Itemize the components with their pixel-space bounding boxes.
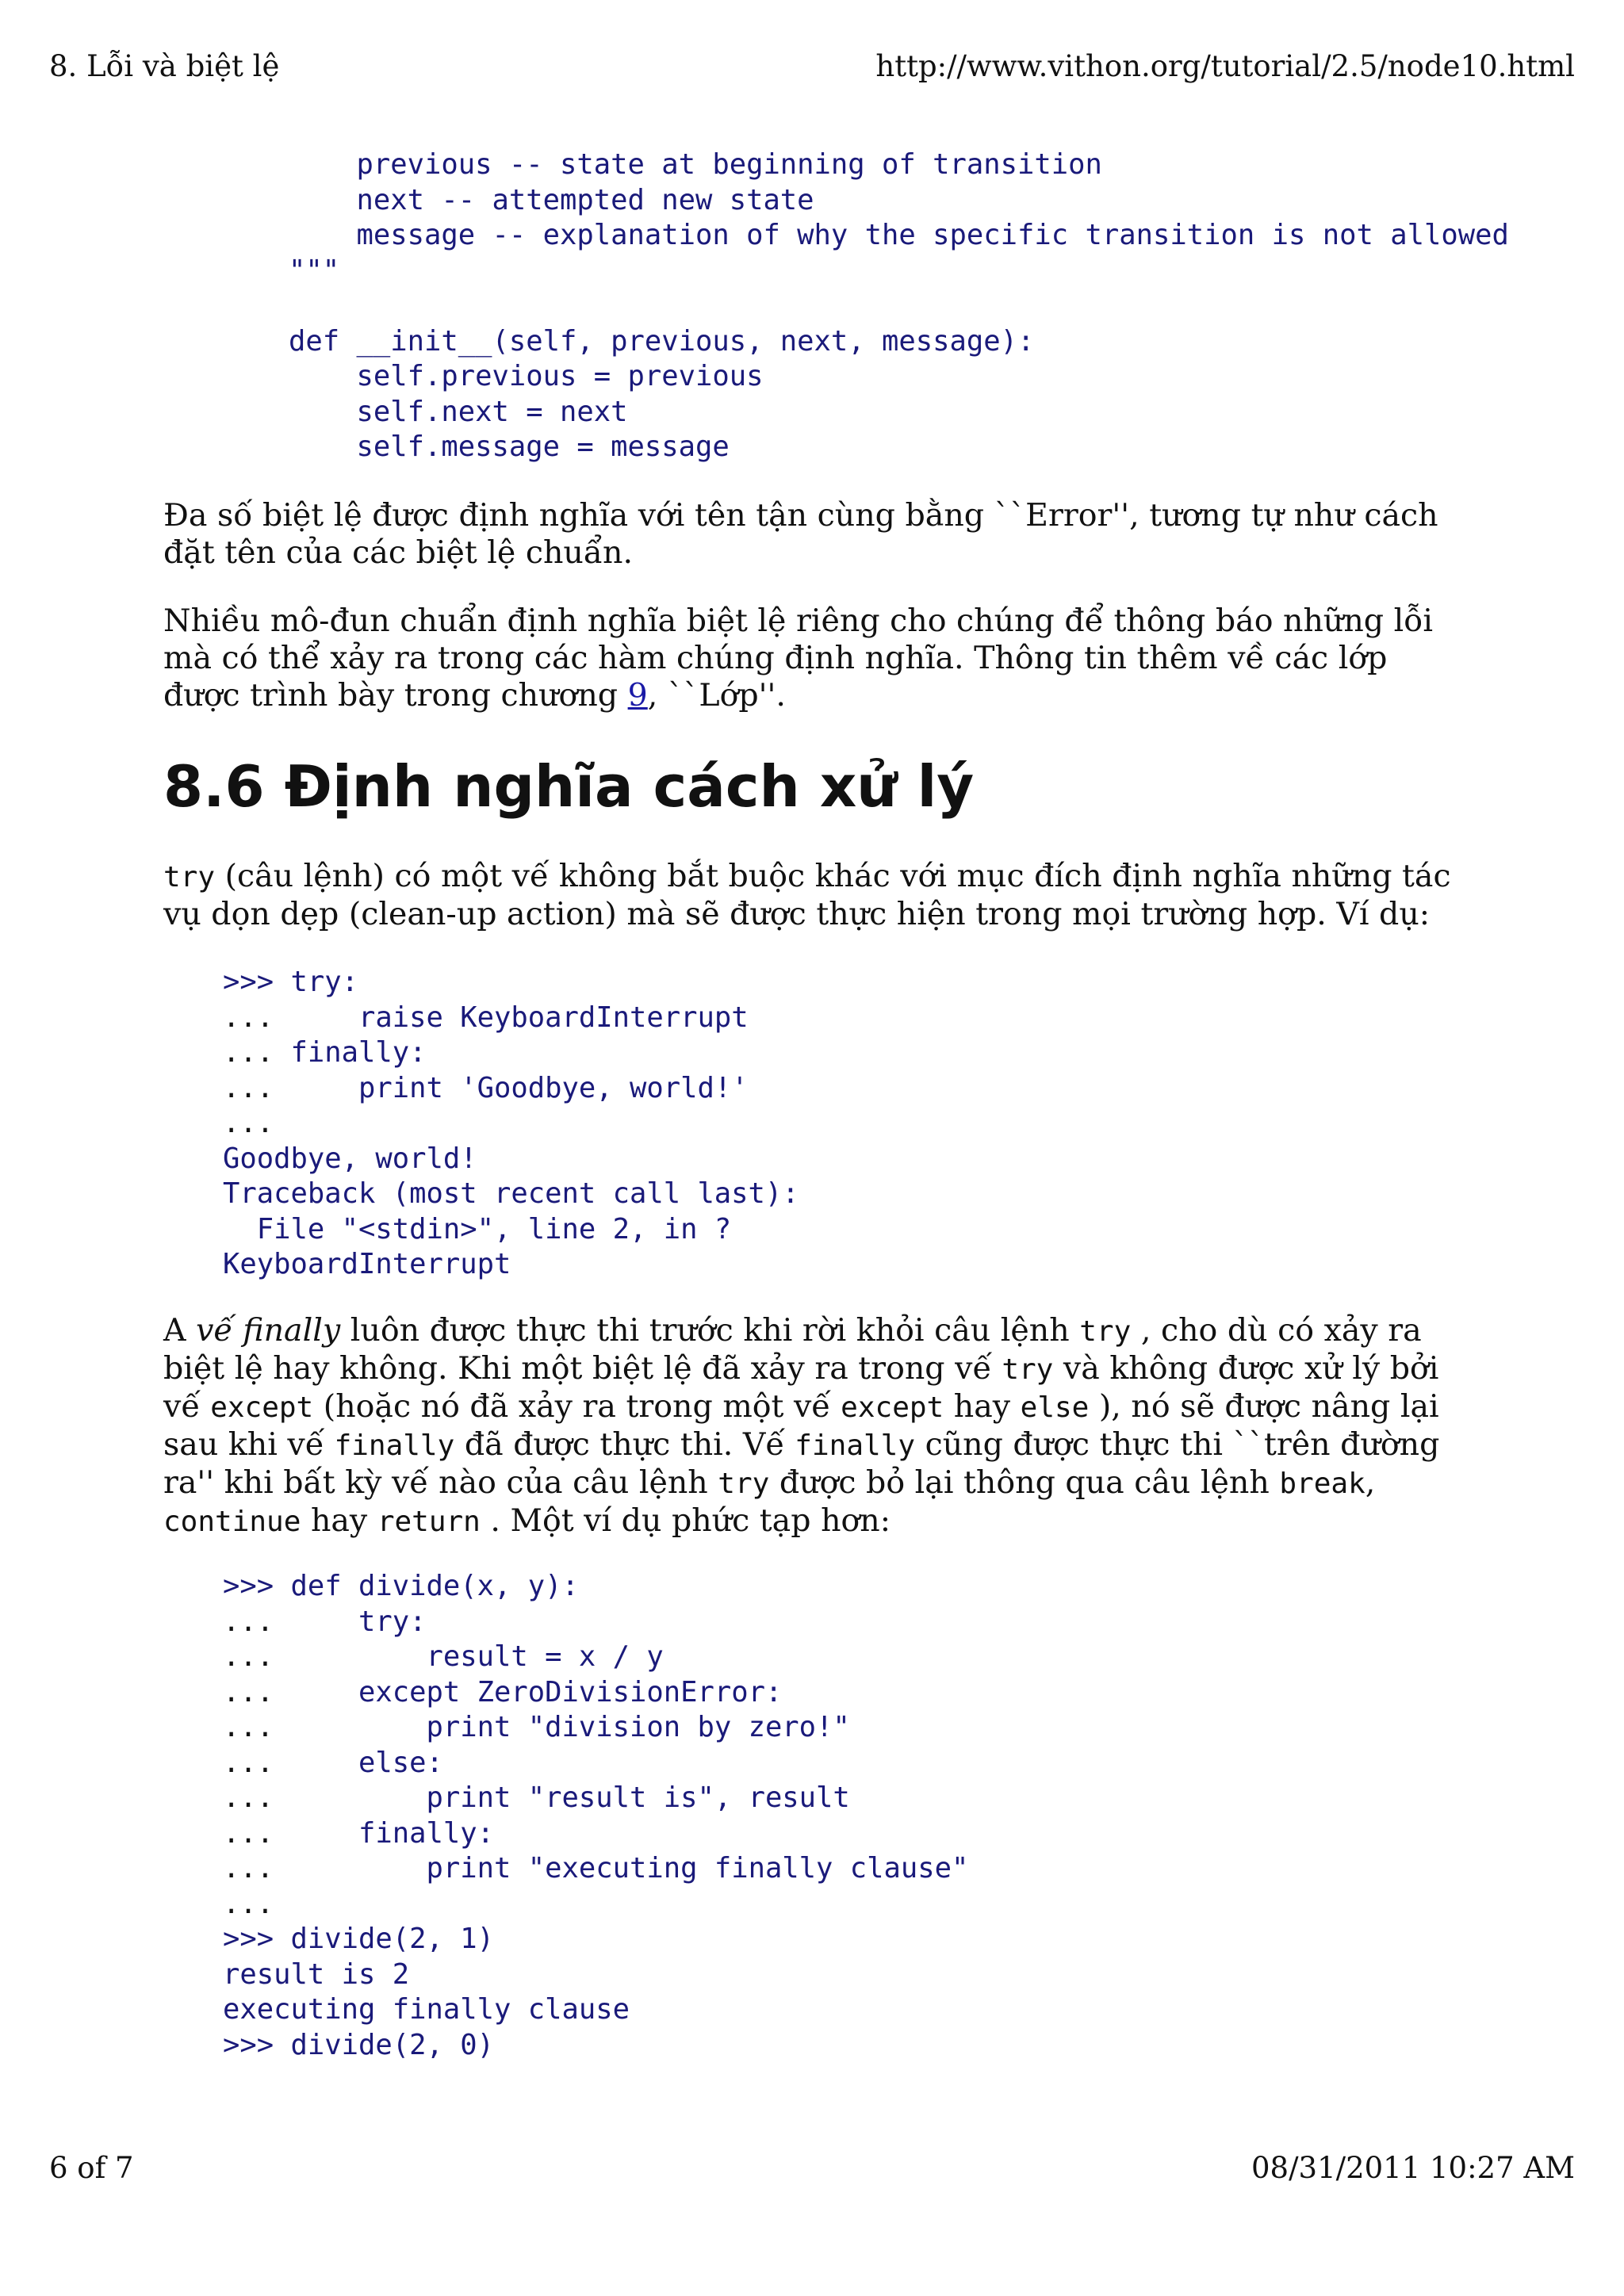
code-line xyxy=(223,1675,968,1711)
paragraph-text: được bỏ lại thông qua câu lệnh xyxy=(769,1464,1280,1501)
inline-code: except xyxy=(841,1391,944,1424)
repl-prompt: >>> xyxy=(223,1570,291,1602)
code-line xyxy=(223,965,799,1001)
paragraph-text: . Một ví dụ phức tạp hơn: xyxy=(480,1502,891,1539)
code-line xyxy=(223,1887,968,1923)
code-line xyxy=(223,1781,968,1816)
code-text: divide(2, 0) xyxy=(290,2028,494,2061)
code-line xyxy=(223,1035,799,1071)
code-line: """ xyxy=(289,254,340,287)
paragraph-text: , xyxy=(1365,1464,1376,1501)
code-line xyxy=(223,1992,968,2028)
code-line xyxy=(223,1922,968,1957)
paragraph-try-intro xyxy=(163,858,1464,933)
paragraph-text: , ``Lớp''. xyxy=(647,677,786,714)
code-line xyxy=(223,1605,968,1640)
code-line xyxy=(289,289,1509,324)
paragraph-text: hay xyxy=(301,1502,377,1539)
code-line xyxy=(223,1640,968,1675)
paragraph-text: , cho dù có xảy ra biệt lệ hay không. Khi một biệt lệ đã xảy ra trong vế xyxy=(163,1312,1422,1387)
code-text: divide(2, 1) xyxy=(290,1923,494,1955)
code-block-example-1 xyxy=(223,965,799,1283)
inline-code: return xyxy=(377,1506,481,1538)
code-text: def divide(x, y): xyxy=(290,1570,579,1602)
paragraph-text: (hoặc nó đã xảy ra trong một vế xyxy=(313,1388,841,1425)
paragraph-text: luôn được thực thi trước khi rời khỏi câu lệnh xyxy=(340,1312,1080,1349)
inline-code: finally xyxy=(795,1429,916,1462)
repl-prompt: ... xyxy=(223,1781,291,1814)
code-line: def __init__(self, previous, next, message): xyxy=(289,324,1035,358)
code-line: self.message = message xyxy=(289,430,730,463)
repl-prompt: ... xyxy=(223,1852,291,1885)
page-header-url: http://www.vithon.org/tutorial/2.5/node10.html xyxy=(875,49,1575,83)
inline-code: except xyxy=(210,1391,314,1424)
code-text: print 'Goodbye, world!' xyxy=(290,1071,749,1104)
code-text: except ZeroDivisionError: xyxy=(290,1675,783,1709)
code-line xyxy=(223,1212,799,1248)
repl-prompt: >>> xyxy=(223,966,291,998)
paragraph-error-naming: Đa số biệt lệ được định nghĩa với tên tận cùng bằng ``Error'', tương tự như cách đặt tên của các biệt lệ chuẩn. xyxy=(163,497,1438,571)
code-line: self.next = next xyxy=(289,395,628,428)
paragraph-text: hay xyxy=(944,1388,1021,1425)
repl-prompt: ... xyxy=(223,1605,291,1638)
paragraph-text: Nhiều mô-đun chuẩn định nghĩa biệt lệ riêng cho chúng để thông báo những lỗi mà có thể xảy ra trong các hàm chúng định nghĩa. Thông tin thêm về các lớp được trình bày trong chương xyxy=(163,603,1434,714)
emphasis-text: vế finally xyxy=(196,1312,341,1349)
code-text: finally: xyxy=(290,1036,427,1069)
paragraph-text: và không được xử lý bởi vế xyxy=(163,1350,1439,1425)
code-line: message -- explanation of why the specific transition is not allowed xyxy=(289,219,1509,251)
code-line xyxy=(223,1816,968,1852)
inline-code: finally xyxy=(334,1429,455,1462)
repl-prompt: ... xyxy=(223,1001,291,1034)
paragraph-text: (câu lệnh) có một vế không bắt buộc khác với mục đích định nghĩa những tác vụ dọn dẹp (clean-up action) mà sẽ được thực hiện trong mọi trường hợp. Ví dụ: xyxy=(163,858,1451,932)
code-text: File "<stdin>", line 2, in ? xyxy=(223,1212,732,1246)
code-text: Goodbye, world! xyxy=(223,1142,477,1175)
section-heading: 8.6 Định nghĩa cách xử lý xyxy=(163,753,975,820)
code-line xyxy=(223,1710,968,1746)
repl-prompt: ... xyxy=(223,1036,291,1069)
repl-prompt: ... xyxy=(223,1746,291,1779)
code-line: self.previous = previous xyxy=(289,360,764,392)
code-text: try: xyxy=(290,966,358,998)
inline-code: try xyxy=(163,861,216,894)
code-text: result = x / y xyxy=(290,1640,664,1673)
code-text: KeyboardInterrupt xyxy=(223,1248,511,1280)
inline-code: continue xyxy=(163,1506,301,1538)
code-text: finally: xyxy=(290,1816,494,1850)
repl-prompt: ... xyxy=(223,1107,274,1139)
code-text: Traceback (most recent call last): xyxy=(223,1177,799,1210)
code-text: print "division by zero!" xyxy=(290,1711,850,1743)
code-line xyxy=(223,1106,799,1142)
repl-prompt: >>> xyxy=(223,2028,291,2061)
code-line xyxy=(223,1957,968,1993)
code-line xyxy=(223,2028,968,2064)
repl-prompt: ... xyxy=(223,1071,291,1104)
code-line: next -- attempted new state xyxy=(289,183,814,216)
repl-prompt: ... xyxy=(223,1816,291,1850)
page-header-title: 8. Lỗi và biệt lệ xyxy=(49,49,280,83)
code-text: result is 2 xyxy=(223,1957,410,1991)
paragraph-standard-modules xyxy=(163,603,1464,714)
code-line xyxy=(223,1247,799,1283)
code-line xyxy=(223,1142,799,1177)
inline-code: try xyxy=(1079,1315,1132,1348)
repl-prompt: >>> xyxy=(223,1923,291,1955)
code-block-example-2 xyxy=(223,1569,968,2063)
code-text: print "result is", result xyxy=(290,1781,850,1814)
paragraph-finally-explanation xyxy=(163,1312,1464,1540)
code-line xyxy=(223,1071,799,1107)
inline-code: else xyxy=(1020,1391,1090,1424)
chapter-link[interactable]: 9 xyxy=(627,677,648,714)
code-line xyxy=(223,1177,799,1212)
code-text: executing finally clause xyxy=(223,1993,630,2026)
code-line: previous -- state at beginning of transition xyxy=(289,148,1102,181)
code-line xyxy=(223,1746,968,1781)
paragraph-text: cũng được thực thi ``trên đường ra'' khi bất kỳ vế nào của câu lệnh xyxy=(163,1426,1440,1501)
paragraph-text: ), nó sẽ được nâng lại sau khi vế xyxy=(163,1388,1439,1463)
print-timestamp: 08/31/2011 10:27 AM xyxy=(1251,2151,1575,2185)
inline-code: try xyxy=(1002,1353,1054,1386)
code-text: print "executing finally clause" xyxy=(290,1852,969,1885)
code-text: else: xyxy=(290,1746,443,1779)
code-block-class-tail xyxy=(289,147,1509,465)
inline-code: try xyxy=(718,1468,770,1500)
code-text: raise KeyboardInterrupt xyxy=(290,1001,749,1034)
repl-prompt: ... xyxy=(223,1887,274,1920)
paragraph-text: A xyxy=(163,1312,197,1349)
code-line xyxy=(223,1569,968,1605)
inline-code: break xyxy=(1279,1468,1365,1500)
repl-prompt: ... xyxy=(223,1675,291,1709)
page-number: 6 of 7 xyxy=(49,2151,134,2185)
paragraph-text: đã được thực thi. Vế xyxy=(454,1426,795,1463)
code-line xyxy=(223,1001,799,1036)
code-line xyxy=(223,1851,968,1887)
code-text: try: xyxy=(290,1605,427,1638)
repl-prompt: ... xyxy=(223,1711,291,1743)
repl-prompt: ... xyxy=(223,1640,291,1673)
